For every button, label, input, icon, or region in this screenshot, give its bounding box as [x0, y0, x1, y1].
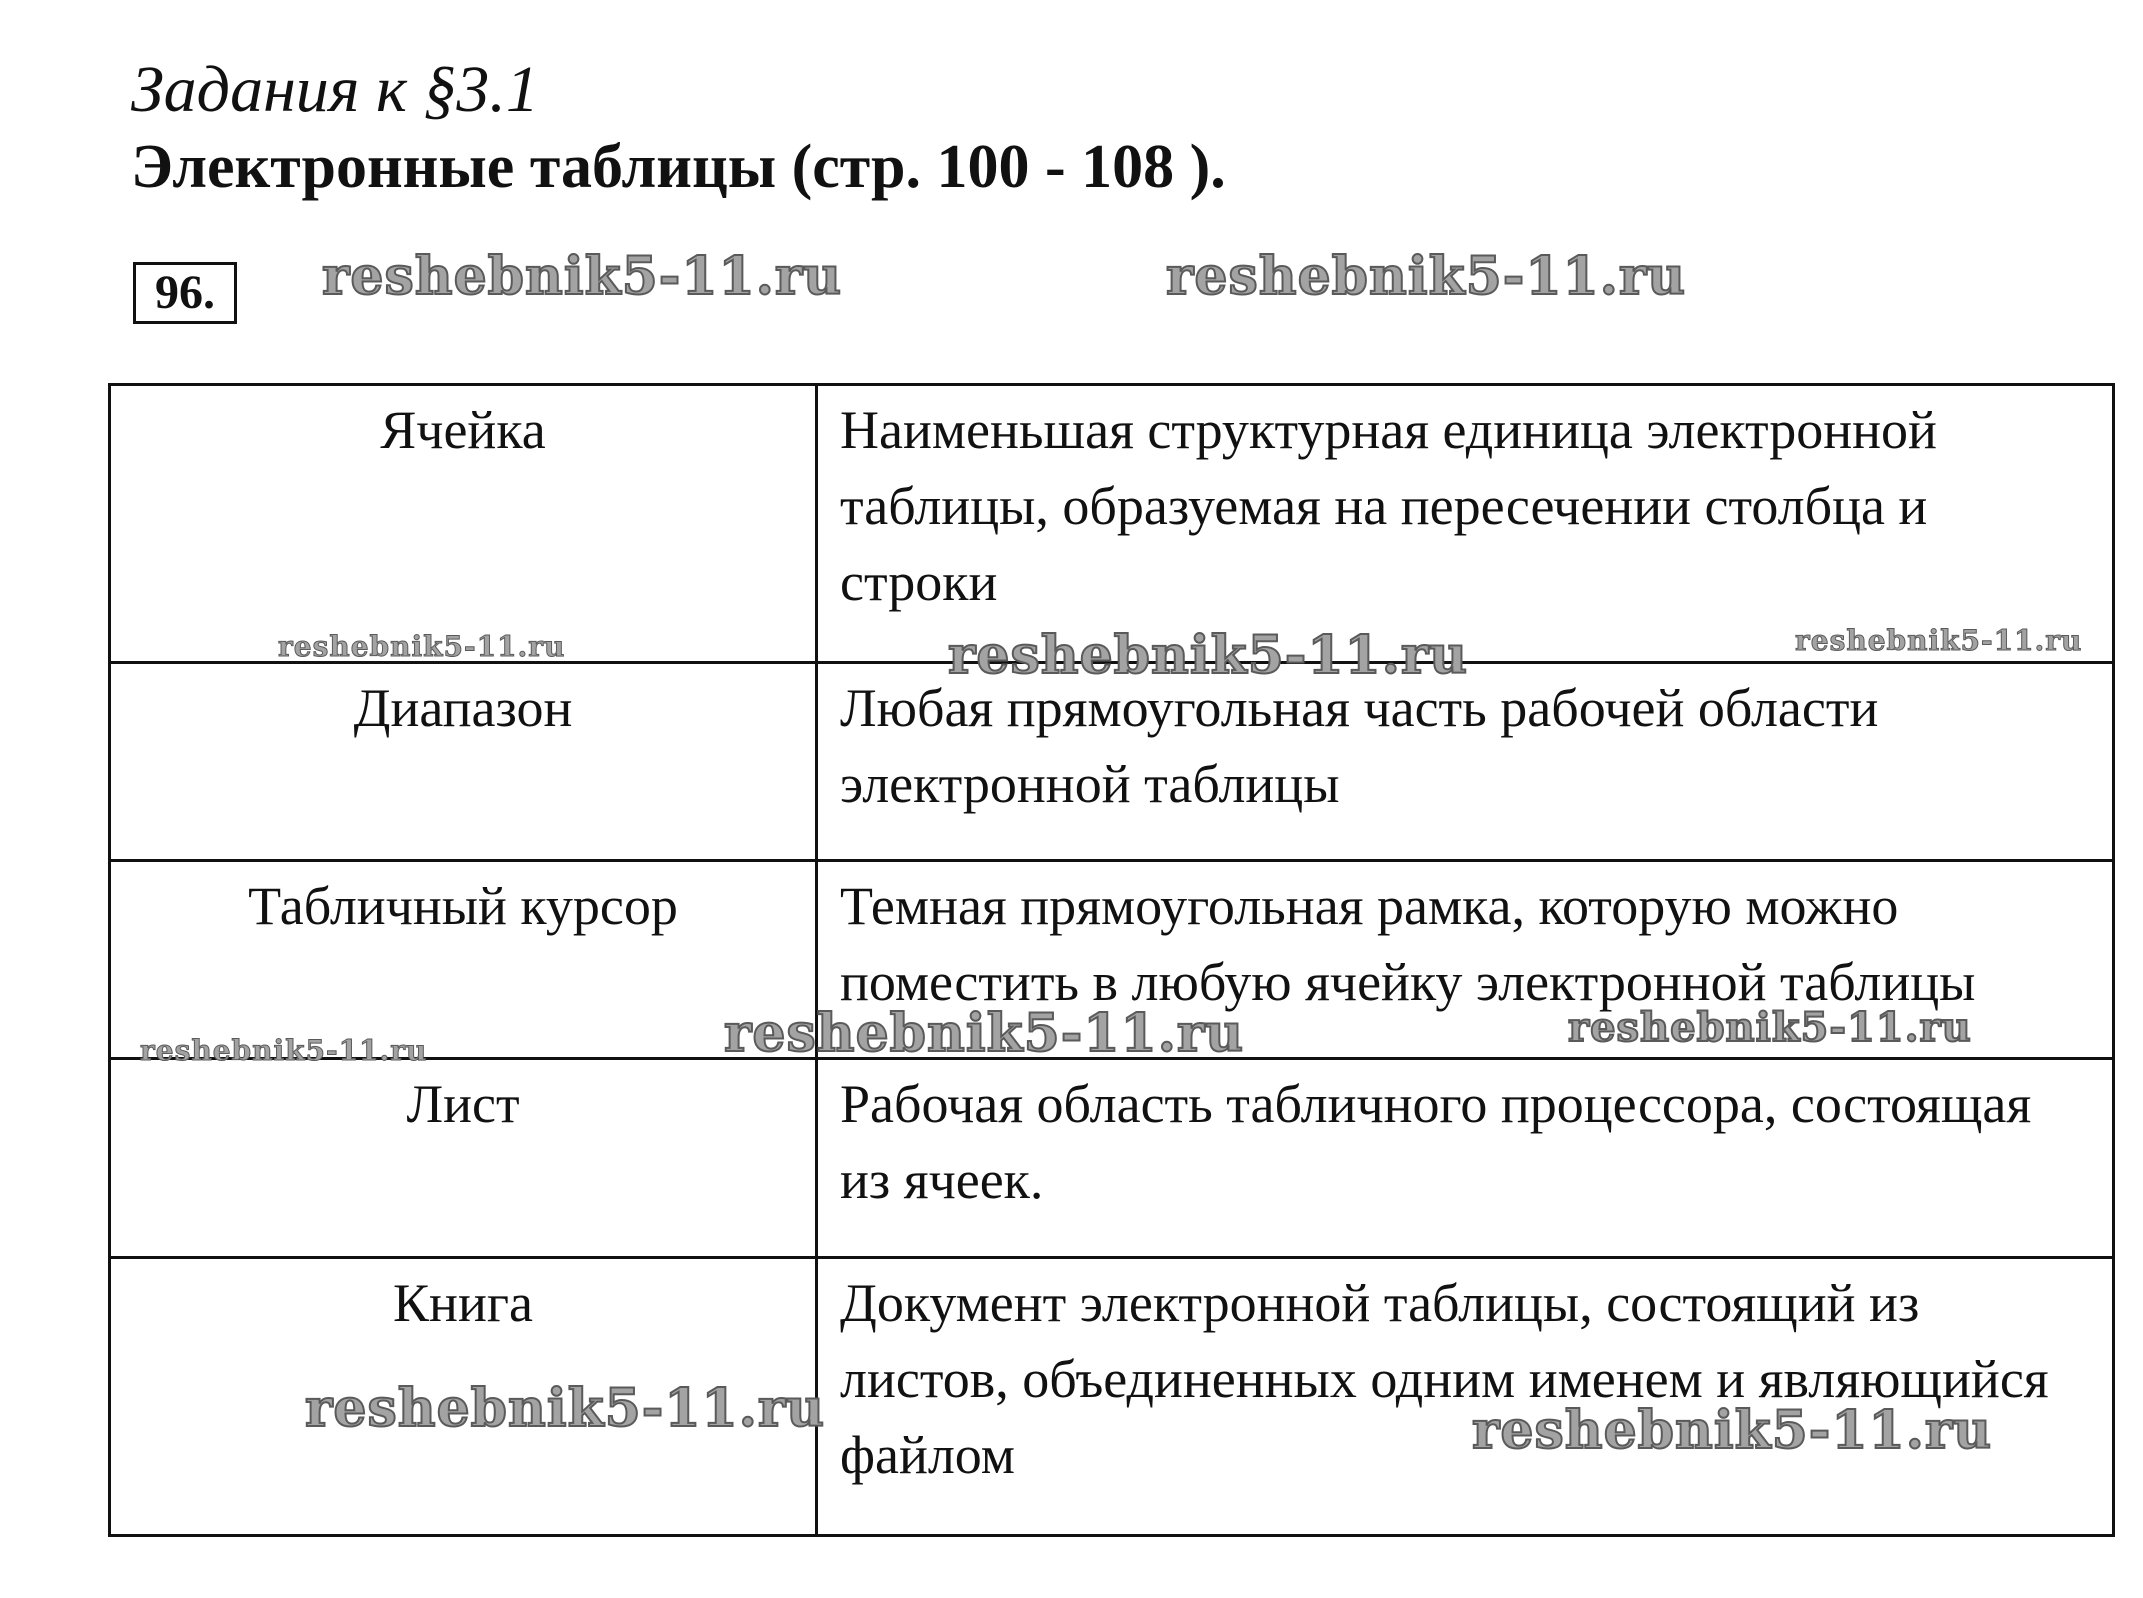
page-title: Электронные таблицы (стр. 100 - 108 ). [131, 133, 1226, 201]
term-cell: Книга [110, 1258, 817, 1536]
watermark: reshebnik5-11.ru [1795, 624, 2083, 657]
watermark: reshebnik5-11.ru [322, 246, 843, 307]
watermark: reshebnik5-11.ru [1472, 1400, 1993, 1461]
watermark: reshebnik5-11.ru [948, 625, 1469, 686]
task-number-box: 96. [133, 262, 237, 324]
watermark: reshebnik5-11.ru [1166, 246, 1687, 307]
term-cell: Табличный курсор [110, 861, 817, 1059]
definition-cell: Темная прямоугольная рамка, которую можно поместить в любую ячейку электронной таблицы [817, 861, 2114, 1059]
watermark: reshebnik5-11.ru [724, 1003, 1245, 1064]
definition-cell: Документ электронной таблицы, состоящий из листов, объединенных одним именем и являющийся файлом [817, 1258, 2114, 1536]
definition-cell: Рабочая область табличного процессора, состоящая из ячеек. [817, 1059, 2114, 1258]
section-heading: Задания к §3.1 [131, 53, 539, 126]
table-row [110, 385, 2114, 663]
table-row [110, 1258, 2114, 1536]
term-cell: Лист [110, 1059, 817, 1258]
definition-cell: Наименьшая структурная единица электронной таблицы, образуемая на пересечении столбца и строки [817, 385, 2114, 663]
term-cell: Ячейка [110, 385, 817, 663]
table-row [110, 663, 2114, 861]
watermark: reshebnik5-11.ru [140, 1034, 428, 1067]
definitions-table [108, 383, 2115, 1537]
watermark: reshebnik5-11.ru [1568, 1004, 1972, 1051]
term-cell: Диапазон [110, 663, 817, 861]
watermark: reshebnik5-11.ru [305, 1378, 826, 1439]
watermark: reshebnik5-11.ru [278, 630, 566, 663]
table-row [110, 861, 2114, 1059]
definition-cell: Любая прямоугольная часть рабочей области электронной таблицы [817, 663, 2114, 861]
table-row [110, 1059, 2114, 1258]
